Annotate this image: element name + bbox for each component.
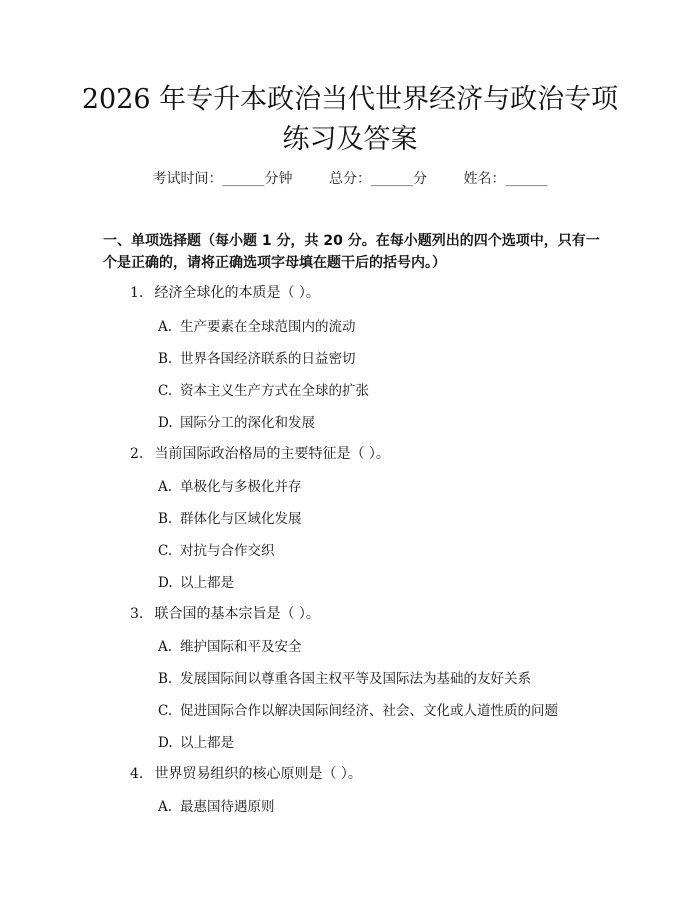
option-item [158, 635, 302, 655]
page-title [0, 80, 700, 160]
option-letter: C. [158, 703, 173, 719]
question-stem [130, 282, 320, 302]
option-text: 资本主义生产方式在全球的扩张 [180, 383, 369, 399]
question-stem [130, 763, 362, 783]
option-text: 对抗与合作交织 [180, 543, 275, 559]
option-letter: A. [158, 799, 173, 815]
option-text: 世界各国经济联系的日益密切 [180, 351, 356, 367]
title-line-1: 2026 年专升本政治当代世界经济与政治专项 [81, 84, 619, 115]
option-item [158, 731, 234, 751]
option-item [158, 475, 302, 495]
option-item [158, 571, 234, 591]
exam-time-field: 考试时间：______分钟 [152, 171, 293, 187]
option-text: 单极化与多极化并存 [180, 479, 302, 495]
question-number: 1. [130, 285, 144, 301]
option-letter: B. [158, 351, 173, 367]
option-letter: D. [158, 735, 173, 751]
option-letter: C. [158, 383, 173, 399]
option-letter: B. [158, 511, 173, 527]
option-item [158, 667, 531, 687]
question-number: 3. [130, 606, 144, 622]
name-field: 姓名：______ [463, 171, 548, 187]
option-item [158, 315, 356, 335]
option-text: 以上都是 [180, 575, 234, 591]
question-text: 当前国际政治格局的主要特征是（ ）。 [154, 446, 390, 462]
option-item [158, 507, 302, 527]
option-item [158, 411, 315, 431]
option-letter: D. [158, 575, 173, 591]
exam-info-line [0, 168, 700, 188]
question-number: 4. [130, 766, 144, 782]
option-text: 最惠国待遇原则 [180, 799, 275, 815]
question-stem [130, 443, 390, 463]
total-score-field: 总分：______分 [329, 171, 427, 187]
section-heading: 一、单项选择题（每小题 1 分，共 20 分。在每小题列出的四个选项中，只有一个是正确的，请将正确选项字母填在题干后的括号内。） [103, 233, 600, 271]
title-line-2: 练习及答案 [282, 124, 418, 155]
option-text: 国际分工的深化和发展 [180, 415, 315, 431]
option-text: 促进国际合作以解决国际间经济、社会、文化或人道性质的问题 [180, 703, 558, 719]
option-item [158, 379, 369, 399]
option-text: 生产要素在全球范围内的流动 [180, 319, 356, 335]
option-letter: A. [158, 479, 173, 495]
option-text: 维护国际和平及安全 [180, 639, 302, 655]
question-stem [130, 603, 320, 623]
option-text: 以上都是 [180, 735, 234, 751]
option-text: 群体化与区域化发展 [180, 511, 302, 527]
question-text: 世界贸易组织的核心原则是（ ）。 [154, 766, 362, 782]
option-letter: B. [158, 671, 173, 687]
question-text: 联合国的基本宗旨是（ ）。 [154, 606, 320, 622]
option-item [158, 795, 275, 815]
option-letter: A. [158, 639, 173, 655]
option-letter: D. [158, 415, 173, 431]
option-letter: A. [158, 319, 173, 335]
option-text: 发展国际间以尊重各国主权平等及国际法为基础的友好关系 [180, 671, 531, 687]
question-number: 2. [130, 446, 144, 462]
option-letter: C. [158, 543, 173, 559]
option-item [158, 539, 275, 559]
option-item [158, 347, 356, 367]
option-item [158, 699, 558, 719]
question-text: 经济全球化的本质是（ ）。 [154, 285, 320, 301]
